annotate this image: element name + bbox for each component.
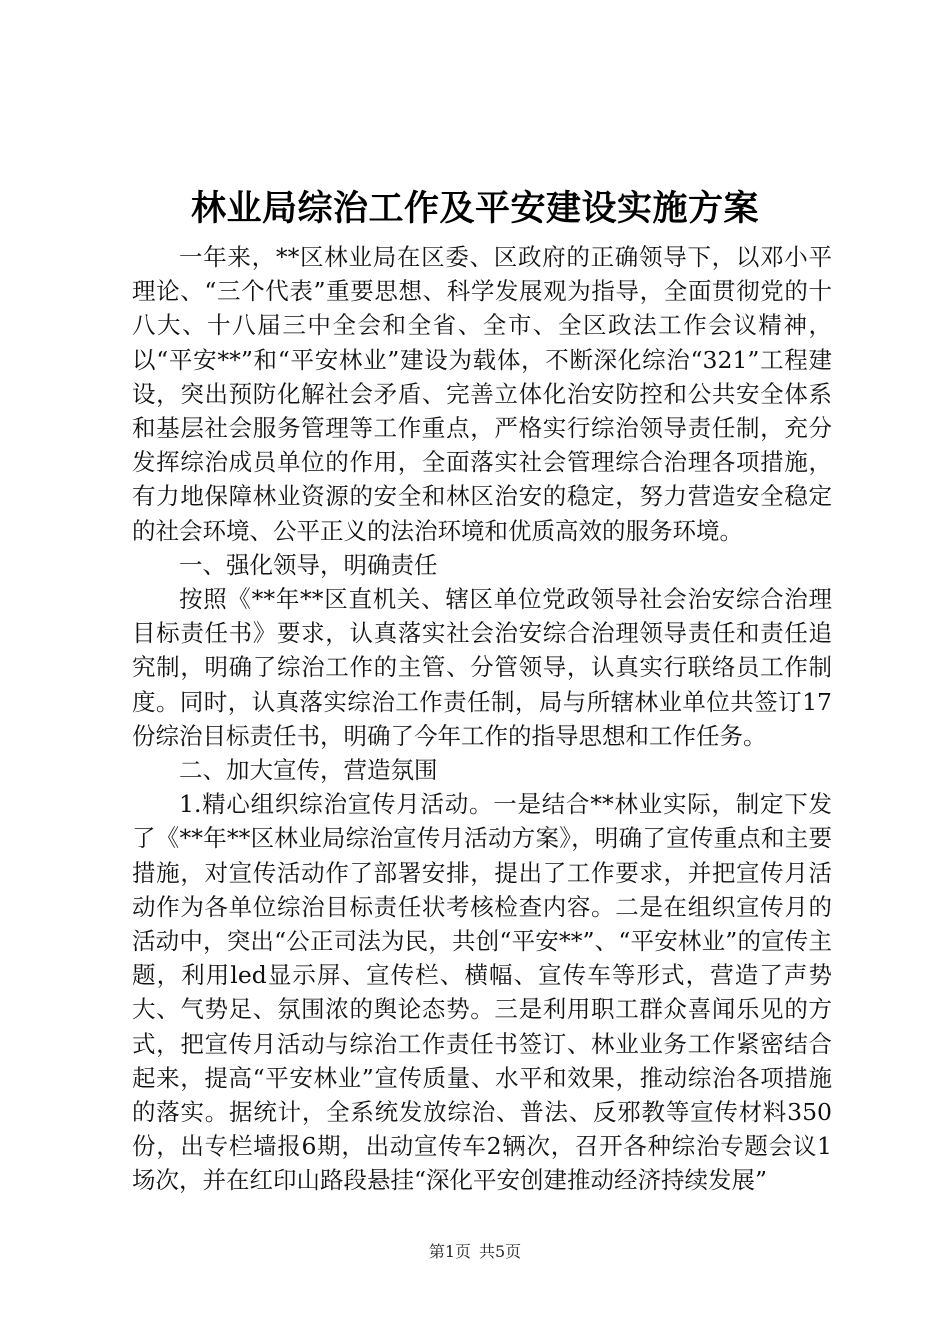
page-footer (0, 1241, 950, 1263)
document-title: 林业局综治工作及平安建设实施方案 (190, 188, 759, 229)
section-1-paragraph: 按照《**年**区直机关、辖区单位党政领导社会治安综合治理目标责任书》要求，认真落实社会治安综合治理领导责任和责任追究制，明确了综治工作的主管、分管领导，认真实行联络员工作制度。同时，认真落实综治工作责任制，局与所辖林业单位共签订17份综治目标责任书，明确了今年工作的指导思想和工作任务。 (132, 585, 832, 750)
intro-paragraph: 一年来，**区林业局在区委、区政府的正确领导下，以邓小平理论、“三个代表”重要思想、科学发展观为指导，全面贯彻党的十八大、十八届三中全会和全省、全市、全区政法工作会议精神，以“平安**”和“平安林业”建设为载体，不断深化综治“321”工程建设，突出预防化解社会矛盾、完善立体化治安防控和公共安全体系和基层社会服务管理等工作重点，严格实行综治领导责任制，充分发挥综治成员单位的作用，全面落实社会管理综合治理各项措施，有力地保障林业资源的安全和林区治安的稳定，努力营造安全稳定的社会环境、公平正义的法治环境和优质高效的服务环境。 (132, 243, 832, 545)
page-total: 共5页 (479, 1242, 522, 1261)
section-heading-2: 二、加大宣传，营造氛围 (179, 756, 438, 785)
section-2-paragraph: 1.精心组织综治宣传月活动。一是结合**林业实际，制定下发了《**年**区林业局综治宣传月活动方案》，明确了宣传重点和主要措施，对宣传活动作了部署安排，提出了工作要求，并把宣传月活动作为各单位综治目标责任状考核检查内容。二是在组织宣传月的活动中，突出“公正司法为民，共创“平安**”、“平安林业”的宣传主题，利用led显示屏、宣传栏、横幅、宣传车等形式，营造了声势大、气势足、氛围浓的舆论态势。三是利用职工群众喜闻乐见的方式，把宣传月活动与综治工作责任书签订、林业业务工作紧密结合起来，提高“平安林业”宣传质量、水平和效果，推动综治各项措施的落实。据统计，全系统发放综治、普法、反邪教等宣传材料350份，出专栏墙报6期，出动宣传车2辆次，召开各种综治专题会议1场次，并在红印山路段悬挂“深化平安创建推动经济持续发展” (132, 790, 832, 1195)
document-body (132, 240, 832, 1198)
section-heading-1: 一、强化领导，明确责任 (179, 550, 438, 579)
page-number: 第1页 (428, 1242, 471, 1261)
